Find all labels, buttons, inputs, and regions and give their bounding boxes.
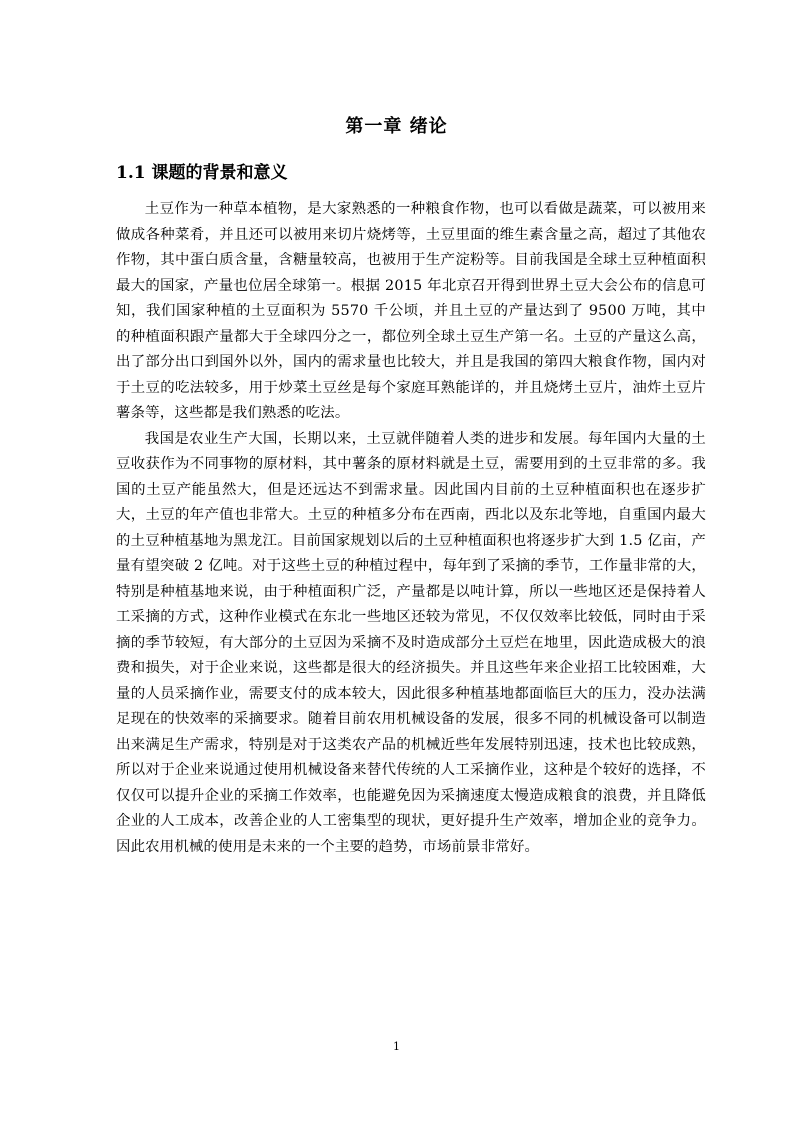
paragraph-1: 土豆作为一种草本植物，是大家熟悉的一种粮食作物，也可以看做是蔬菜，可以被用来做成各种菜肴，并且还可以被用来切片烧烤等，土豆里面的维生素含量之高，超过了其他农作物，其中蛋白质含量，含糖量较高，也被用于生产淀粉等。目前我国是全球土豆种植面积最大的国家，产量也位居全球第一。根据 2015 年北京召开得到世界土豆大会公布的信息可知，我们国家种植的土豆面积为 5570 千公顷，并且土豆的产量达到了 9500 万吨，其中的种植面积跟产量都大于全球四分之一，都位列全球土豆生产第一名。土豆的产量这么高，出了部分出口到国外以外，国内的需求量也比较大，并且是我国的第四大粮食作物，国内对于土豆的吃法较多，用于炒菜土豆丝是每个家庭耳熟能详的，并且烧烤土豆片，油炸土豆片薯条等，这些都是我们熟悉的吃法。 [116,201,706,421]
paragraph-2: 我国是农业生产大国，长期以来，土豆就伴随着人类的进步和发展。每年国内大量的土豆收获作为不同事物的原材料，其中薯条的原材料就是土豆，需要用到的土豆非常的多。我国的土豆产能虽然大，但是还远达不到需求量。因此国内目前的土豆种植面积也在逐步扩大，土豆的年产值也非常大。土豆的种植多分布在西南，西北以及东北等地，自重国内最大的土豆种植基地为黑龙江。目前国家规划以后的土豆种植面积也将逐步扩大到 1.5 亿亩，产量有望突破 2 亿吨。对于这些土豆的种植过程中，每年到了采摘的季节，工作量非常的大，特别是种植基地来说，由于种植面积广泛，产量都是以吨计算，所以一些地区还是保持着人工采摘的方式，这种作业模式在东北一些地区还较为常见，不仅仅效率比较低，同时由于采摘的季节较短，有大部分的土豆因为采摘不及时造成部分土豆烂在地里，因此造成极大的浪费和损失，对于企业来说，这些都是很大的经济损失。并且这些年来企业招工比较困难，大量的人员采摘作业，需要支付的成本较大，因此很多种植基地都面临巨大的压力，没办法满足现在的快效率的采摘要求。随着目前农用机械设备的发展，很多不同的机械设备可以制造出来满足生产需求，特别是对于这类农产品的机械近些年发展特别迅速，技术也比较成熟，所以对于企业来说通过使用机械设备来替代传统的人工采摘作业，这种是个较好的选择，不仅仅可以提升企业的采摘工作效率，也能避免因为采摘速度太慢造成粮食的浪费，并且降低企业的人工成本，改善企业的人工密集型的现状，更好提升生产效率，增加企业的竞争力。因此农用机械的使用是未来的一个主要的趋势，市场前景非常好。 [116,430,706,855]
section-heading: 1.1 课题的背景和意义 [116,163,288,183]
body-text [116,197,706,860]
chapter-title: 第一章 绪论 [345,116,448,137]
page-number: 1 [393,1040,400,1053]
